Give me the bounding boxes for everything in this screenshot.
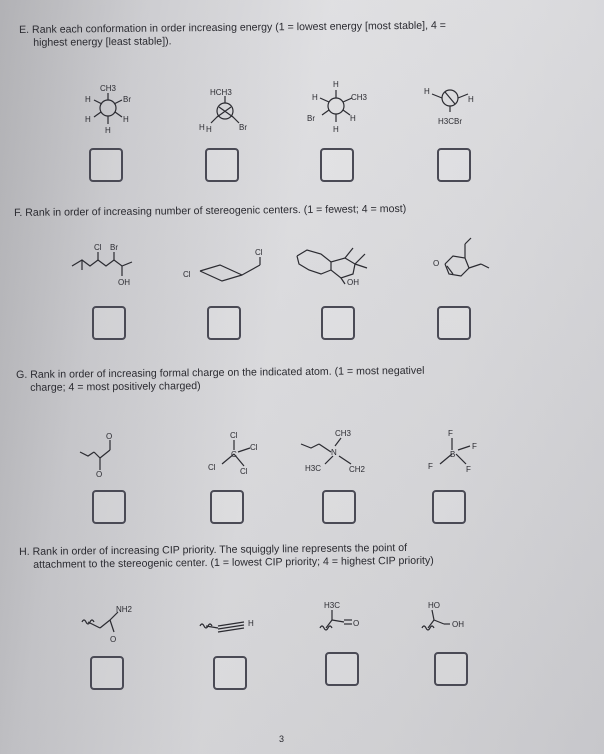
e2-hch3: HCH3 [210,88,232,97]
h4-oh: OH [452,620,464,629]
g2-cl-right: Cl [250,443,258,452]
e-newman-4 [418,82,482,132]
e-newman-1 [80,80,140,140]
e1-h-left: H [85,95,91,104]
g4-f-top: F [448,429,453,438]
h3-o: O [353,619,360,628]
h-substituent-1 [80,604,160,648]
g2-cl-top: Cl [230,431,238,440]
g4-f-bottom: F [466,465,471,474]
e2-h2: H [206,125,212,134]
e-newman-2 [195,85,255,145]
answer-box-g1[interactable] [92,490,126,524]
g1-o-top: O [106,432,113,441]
e3-h-br: H [350,114,356,123]
question-f [14,203,406,220]
question-h [19,542,434,572]
e1-ch3: CH3 [100,84,117,93]
answer-box-h3[interactable] [325,652,359,686]
e4-h-left: H [424,87,430,96]
g4-f-right: F [472,442,477,451]
e2-h1: H [199,123,205,132]
question-h-line1: H. Rank in order of increasing CIP priority. The squiggly line represents the point of [19,541,408,558]
h1-o: O [110,635,117,644]
answer-box-f1[interactable] [92,306,126,340]
h4-ho: HO [428,601,440,610]
e3-h-left: H [312,93,318,102]
answer-box-f2[interactable] [207,306,241,340]
answer-box-g2[interactable] [210,490,244,524]
f4-o: O [433,259,440,268]
f-molecule-2 [180,245,270,290]
e1-h-bottom: H [105,126,111,135]
g4-f-left: F [428,462,433,471]
e3-h-top: H [333,80,339,89]
page-number: 3 [279,734,285,744]
question-g-line1: G. Rank in order of increasing formal charge on the indicated atom. (1 = most negativel [16,364,425,381]
answer-box-e2[interactable] [205,148,239,182]
g2-c: C [231,450,237,459]
question-g-line2: charge; 4 = most positively charged) [30,380,201,394]
e2-br: Br [239,123,247,132]
question-e-line2: highest energy [least stable]). [33,35,172,49]
f2-cl-2: Cl [255,248,263,257]
answer-box-h1[interactable] [90,656,124,690]
f2-cl-1: Cl [183,270,191,279]
f-molecule-4 [425,234,505,294]
answer-box-h4[interactable] [434,652,468,686]
f-molecule-3 [293,240,383,290]
h-substituent-4 [420,598,490,644]
g-molecule-1 [76,430,146,480]
answer-box-f3[interactable] [321,306,355,340]
g1-o-bottom: O [96,470,103,479]
question-h-line2: attachment to the stereogenic center. (1 = lowest CIP priority; 4 = highest CIP priority) [33,554,434,571]
h2-h: H [248,619,254,628]
e1-br: Br [123,95,131,104]
g2-cl-left: Cl [208,463,216,472]
answer-box-e1[interactable] [89,148,123,182]
g-molecule-3 [295,424,385,480]
h-substituent-2 [196,614,276,644]
e4-h-right: H [468,95,474,104]
g3-ch3: CH3 [335,429,352,438]
g3-n: N [331,448,337,457]
f1-oh: OH [118,278,130,287]
e3-br: Br [307,114,315,123]
e1-h-br: H [123,115,129,124]
g3-h3c: H3C [305,464,322,473]
f1-br: Br [110,243,118,252]
f1-cl: Cl [94,243,102,252]
e4-h3cbr: H3CBr [438,117,463,126]
e3-h-bottom: H [333,125,339,134]
question-e-line1: E. Rank each conformation in order increasing energy (1 = lowest energy [most stable], 4 = [19,19,447,36]
answer-box-e4[interactable] [437,148,471,182]
g4-b: B [450,450,456,459]
answer-box-h2[interactable] [213,656,247,690]
answer-box-g4[interactable] [432,490,466,524]
answer-box-f4[interactable] [437,306,471,340]
e-newman-3 [307,78,367,140]
answer-box-g3[interactable] [322,490,356,524]
answer-box-e3[interactable] [320,148,354,182]
f3-oh: OH [347,278,359,287]
e3-ch3: CH3 [351,93,368,102]
e1-h-bl: H [85,115,91,124]
g-molecule-2 [198,426,278,482]
question-e [19,20,446,50]
f-molecule-1 [68,240,148,290]
h1-nh2: NH2 [116,605,133,614]
h3-h3c: H3C [324,601,341,610]
h-substituent-3 [318,598,388,644]
g3-ch2: CH2 [349,465,366,474]
g-molecule-4 [412,424,502,480]
g2-cl-bottom: Cl [240,467,248,476]
question-f-line1: F. Rank in order of increasing number of stereogenic centers. (1 = fewest; 4 = most) [14,202,407,219]
question-g [16,365,425,395]
